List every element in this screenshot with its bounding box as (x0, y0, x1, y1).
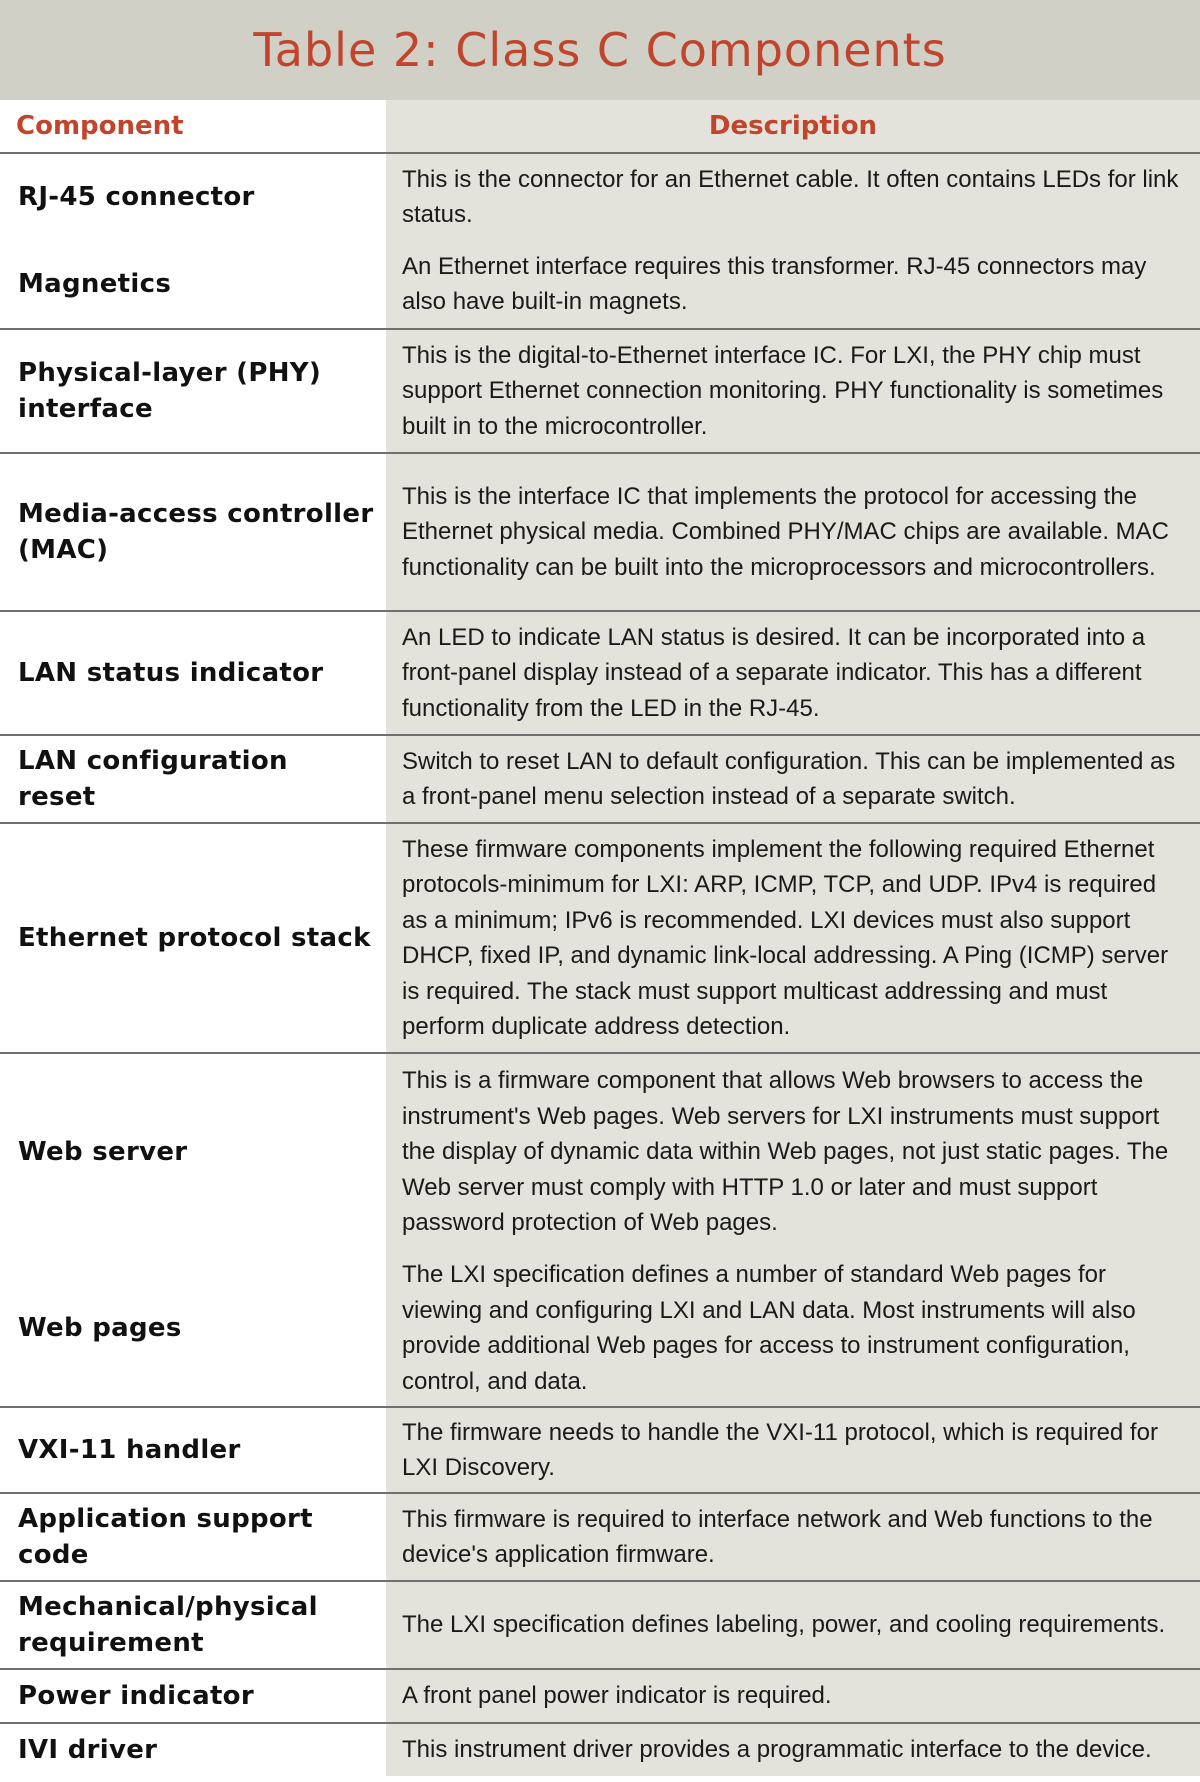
table-row (0, 330, 1200, 454)
component-cell: Physical-layer (PHY) interface (0, 330, 386, 452)
description-cell: Switch to reset LAN to default configuration. This can be implemented as a front-panel menu selection instead of a separate switch. (386, 736, 1200, 822)
header-description: Description (386, 100, 1200, 152)
component-cell: Mechanical/physical requirement (0, 1582, 386, 1668)
table-row (0, 1408, 1200, 1494)
description-cell: This is the interface IC that implements the protocol for accessing the Ethernet physical media. Combined PHY/MAC chips are available. MAC functionality can be built into the microprocessors and microcontrollers. (386, 454, 1200, 610)
table-title: Table 2: Class C Components (253, 23, 947, 77)
table-row (0, 1250, 1200, 1408)
component-cell: Ethernet protocol stack (0, 824, 386, 1052)
description-cell: This is a firmware component that allows Web browsers to access the instrument's Web pages. Web servers for LXI instruments must support the display of dynamic data within Web pages, not just static pages. The Web server must comply with HTTP 1.0 or later and must support password protection of Web pages. (386, 1054, 1200, 1250)
description-cell: An Ethernet interface requires this transformer. RJ-45 connectors may also have built-in magnets. (386, 240, 1200, 328)
table-row (0, 1582, 1200, 1670)
component-cell: Magnetics (0, 240, 386, 328)
title-bar (0, 0, 1200, 100)
table-row (0, 1494, 1200, 1582)
component-cell: VXI-11 handler (0, 1408, 386, 1492)
description-cell: This is the digital-to-Ethernet interface IC. For LXI, the PHY chip must support Ethernet connection monitoring. PHY functionality is sometimes built in to the microcontroller. (386, 330, 1200, 452)
table-row (0, 736, 1200, 824)
description-cell: A front panel power indicator is required. (386, 1670, 1200, 1722)
component-cell: Application support code (0, 1494, 386, 1580)
description-cell: An LED to indicate LAN status is desired. It can be incorporated into a front-panel display instead of a separate indicator. This has a different functionality from the LED in the RJ-45. (386, 612, 1200, 734)
component-cell: IVI driver (0, 1724, 386, 1776)
component-cell: Power indicator (0, 1670, 386, 1722)
table-row (0, 154, 1200, 240)
component-cell: LAN configuration reset (0, 736, 386, 822)
component-cell: Web pages (0, 1250, 386, 1406)
description-cell: This firmware is required to interface network and Web functions to the device's application firmware. (386, 1494, 1200, 1580)
table-row (0, 454, 1200, 612)
component-cell: Media-access controller (MAC) (0, 454, 386, 610)
description-cell: The LXI specification defines a number of standard Web pages for viewing and configuring LXI and LAN data. Most instruments will also provide additional Web pages for access to instrument configuration, control, and data. (386, 1250, 1200, 1406)
component-cell: LAN status indicator (0, 612, 386, 734)
description-cell: The LXI specification defines labeling, power, and cooling requirements. (386, 1582, 1200, 1668)
component-cell: RJ-45 connector (0, 154, 386, 240)
header-row (0, 100, 1200, 154)
description-cell: This is the connector for an Ethernet cable. It often contains LEDs for link status. (386, 154, 1200, 240)
table-row (0, 1724, 1200, 1776)
header-component: Component (0, 100, 386, 152)
description-cell: The firmware needs to handle the VXI-11 protocol, which is required for LXI Discovery. (386, 1408, 1200, 1492)
table-row (0, 612, 1200, 736)
description-cell: These firmware components implement the following required Ethernet protocols-minimum for LXI: ARP, ICMP, TCP, and UDP. IPv4 is required as a minimum; IPv6 is recommended. LXI devices must also support DHCP, fixed IP, and dynamic link-local addressing. A Ping (ICMP) server is required. The stack must support multicast addressing and must perform duplicate address detection. (386, 824, 1200, 1052)
table-row (0, 1054, 1200, 1250)
table-row (0, 824, 1200, 1054)
description-cell: This instrument driver provides a programmatic interface to the device. (386, 1724, 1200, 1776)
table-row (0, 240, 1200, 330)
table-row (0, 1670, 1200, 1724)
component-cell: Web server (0, 1054, 386, 1250)
